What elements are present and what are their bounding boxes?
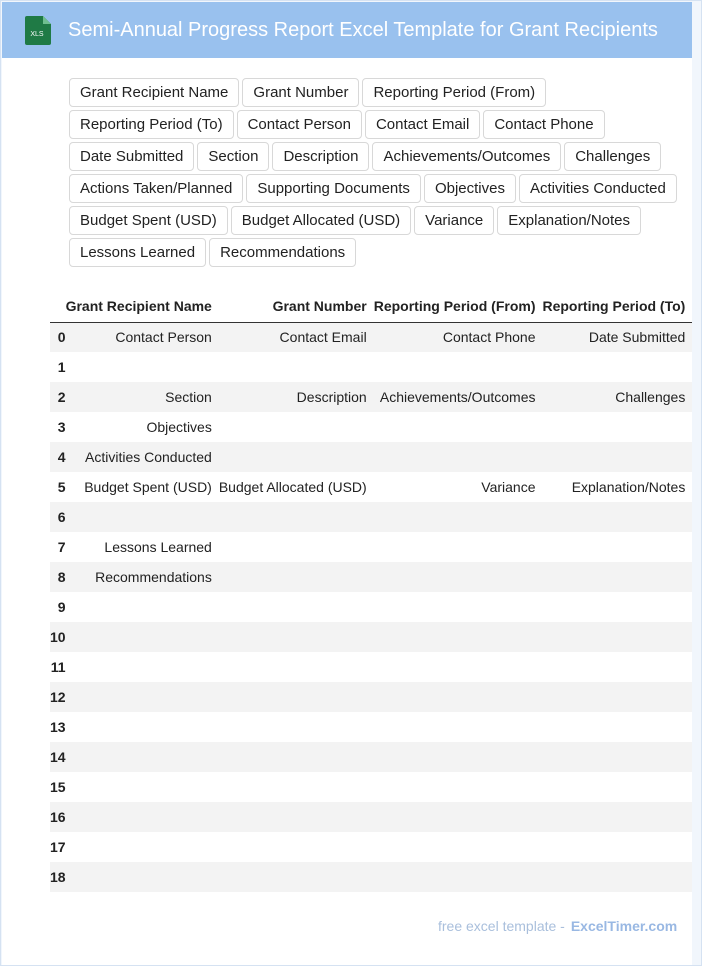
table-cell: Lessons Learned	[66, 532, 219, 562]
column-header: Grant Recipient Name	[66, 290, 219, 322]
row-index: 2	[50, 382, 66, 412]
column-chip[interactable]: Reporting Period (To)	[69, 110, 234, 139]
column-chip[interactable]: Grant Recipient Name	[69, 78, 239, 107]
column-chip[interactable]: Budget Allocated (USD)	[231, 206, 411, 235]
table-cell	[219, 502, 374, 532]
table-cell	[66, 862, 219, 892]
table-cell	[219, 712, 374, 742]
table-row	[50, 532, 692, 562]
row-index: 17	[50, 832, 66, 862]
table-cell	[374, 592, 543, 622]
table-cell	[219, 682, 374, 712]
table-cell	[542, 592, 692, 622]
table-cell	[219, 532, 374, 562]
table-cell	[374, 712, 543, 742]
header-bar	[2, 2, 692, 58]
table-row	[50, 382, 692, 412]
column-chip[interactable]: Objectives	[424, 174, 516, 203]
table-cell	[219, 412, 374, 442]
table-cell	[542, 622, 692, 652]
table-cell	[542, 772, 692, 802]
table-row	[50, 592, 692, 622]
table-cell	[66, 352, 219, 382]
table-cell: Description	[219, 382, 374, 412]
column-chip[interactable]: Date Submitted	[69, 142, 194, 171]
table-cell	[374, 862, 543, 892]
column-chip-list	[69, 78, 689, 270]
table-row	[50, 412, 692, 442]
table-cell	[219, 652, 374, 682]
table-row	[50, 472, 692, 502]
table-cell	[542, 442, 692, 472]
table-cell: Section	[66, 382, 219, 412]
table-cell	[374, 802, 543, 832]
table-row	[50, 682, 692, 712]
table-cell	[66, 502, 219, 532]
table-cell	[374, 622, 543, 652]
table-cell	[542, 742, 692, 772]
table-row	[50, 862, 692, 892]
table-cell: Explanation/Notes	[542, 472, 692, 502]
column-chip[interactable]: Variance	[414, 206, 494, 235]
table-row	[50, 832, 692, 862]
table-cell	[66, 742, 219, 772]
table-cell	[374, 772, 543, 802]
footer-brand-link[interactable]: ExcelTimer.com	[570, 918, 678, 934]
table-cell	[219, 562, 374, 592]
table-cell	[219, 832, 374, 862]
column-chip[interactable]: Achievements/Outcomes	[372, 142, 561, 171]
column-chip[interactable]: Explanation/Notes	[497, 206, 641, 235]
row-index: 18	[50, 862, 66, 892]
table-cell	[219, 862, 374, 892]
row-index: 10	[50, 622, 66, 652]
table-cell	[374, 652, 543, 682]
table-cell	[374, 502, 543, 532]
table-cell	[66, 682, 219, 712]
table-cell	[66, 622, 219, 652]
table-cell: Activities Conducted	[66, 442, 219, 472]
table-cell	[542, 532, 692, 562]
table-row	[50, 442, 692, 472]
table-cell	[542, 412, 692, 442]
spreadsheet-preview[interactable]	[50, 290, 686, 892]
table-cell: Date Submitted	[542, 322, 692, 352]
table-cell: Objectives	[66, 412, 219, 442]
column-header: Reporting Period (From)	[374, 290, 543, 322]
table-row	[50, 652, 692, 682]
column-chip[interactable]: Actions Taken/Planned	[69, 174, 243, 203]
column-header: Grant Number	[219, 290, 374, 322]
table-cell	[374, 832, 543, 862]
xls-file-icon	[23, 15, 52, 46]
column-chip[interactable]: Activities Conducted	[519, 174, 677, 203]
row-index: 15	[50, 772, 66, 802]
table-row	[50, 742, 692, 772]
table-cell	[542, 802, 692, 832]
row-index: 4	[50, 442, 66, 472]
table-cell	[219, 592, 374, 622]
table-row	[50, 622, 692, 652]
page-title: Semi-Annual Progress Report Excel Template for Grant Recipients	[68, 19, 658, 41]
table-cell: Contact Person	[66, 322, 219, 352]
table-row	[50, 502, 692, 532]
data-table	[50, 290, 692, 892]
table-cell	[374, 442, 543, 472]
row-index: 8	[50, 562, 66, 592]
table-header-row	[50, 290, 692, 322]
column-chip[interactable]: Grant Number	[242, 78, 359, 107]
table-cell	[66, 652, 219, 682]
table-cell	[66, 832, 219, 862]
column-chip[interactable]: Section	[197, 142, 269, 171]
column-chip[interactable]: Contact Email	[365, 110, 480, 139]
row-index: 13	[50, 712, 66, 742]
table-row	[50, 802, 692, 832]
table-cell	[219, 622, 374, 652]
table-cell	[219, 742, 374, 772]
table-cell: Contact Email	[219, 322, 374, 352]
row-index: 5	[50, 472, 66, 502]
table-cell	[374, 562, 543, 592]
table-row	[50, 772, 692, 802]
table-cell	[219, 802, 374, 832]
row-index: 14	[50, 742, 66, 772]
table-cell: Contact Phone	[374, 322, 543, 352]
row-index: 1	[50, 352, 66, 382]
table-cell	[219, 352, 374, 382]
column-chip[interactable]: Supporting Documents	[246, 174, 421, 203]
xls-icon-label: XLS	[30, 31, 44, 38]
table-cell	[66, 592, 219, 622]
table-cell	[542, 862, 692, 892]
table-cell: Budget Allocated (USD)	[219, 472, 374, 502]
table-cell	[219, 772, 374, 802]
table-cell	[542, 502, 692, 532]
column-chip[interactable]: Contact Person	[237, 110, 362, 139]
table-cell	[542, 562, 692, 592]
column-chip[interactable]: Reporting Period (From)	[362, 78, 546, 107]
column-chip[interactable]: Contact Phone	[483, 110, 604, 139]
table-cell	[66, 772, 219, 802]
table-cell	[542, 682, 692, 712]
table-row	[50, 562, 692, 592]
main-content	[2, 58, 692, 965]
footer-credit	[438, 918, 677, 934]
table-cell	[66, 712, 219, 742]
table-cell	[542, 712, 692, 742]
table-cell	[374, 412, 543, 442]
table-cell	[542, 352, 692, 382]
table-cell	[219, 442, 374, 472]
column-chip[interactable]: Budget Spent (USD)	[69, 206, 228, 235]
column-header	[50, 290, 66, 322]
table-cell	[374, 532, 543, 562]
row-index: 9	[50, 592, 66, 622]
column-header: Reporting Period (To)	[542, 290, 692, 322]
row-index: 12	[50, 682, 66, 712]
footer-text: free excel template -	[438, 918, 565, 934]
row-index: 7	[50, 532, 66, 562]
table-cell	[374, 352, 543, 382]
row-index: 6	[50, 502, 66, 532]
table-row	[50, 352, 692, 382]
table-cell	[66, 802, 219, 832]
table-cell	[374, 682, 543, 712]
table-cell	[542, 832, 692, 862]
column-chip[interactable]: Recommendations	[209, 238, 356, 267]
table-cell: Variance	[374, 472, 543, 502]
row-index: 0	[50, 322, 66, 352]
row-index: 11	[50, 652, 66, 682]
table-row	[50, 712, 692, 742]
table-cell	[542, 652, 692, 682]
table-cell: Achievements/Outcomes	[374, 382, 543, 412]
table-cell: Budget Spent (USD)	[66, 472, 219, 502]
row-index: 16	[50, 802, 66, 832]
column-chip[interactable]: Challenges	[564, 142, 661, 171]
table-cell: Challenges	[542, 382, 692, 412]
column-chip[interactable]: Lessons Learned	[69, 238, 206, 267]
column-chip[interactable]: Description	[272, 142, 369, 171]
table-cell: Recommendations	[66, 562, 219, 592]
table-row	[50, 322, 692, 352]
row-index: 3	[50, 412, 66, 442]
table-cell	[374, 742, 543, 772]
